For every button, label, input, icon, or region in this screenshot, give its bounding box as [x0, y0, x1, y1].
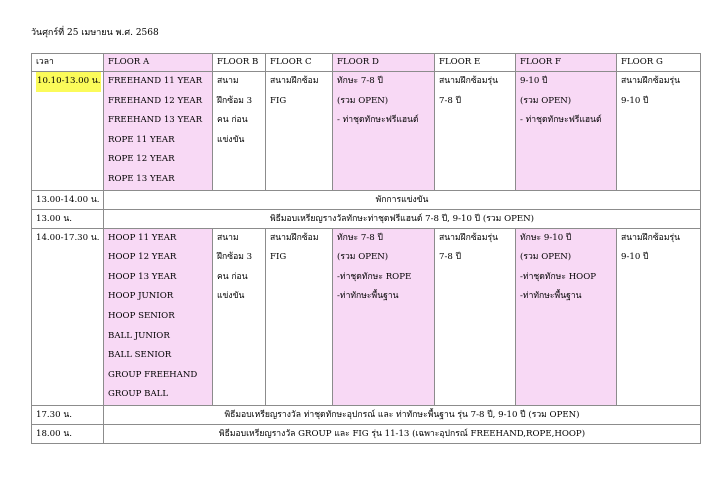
list-item: สนามฝึกซ้อม: [270, 76, 319, 86]
list-item: คน ก่อน: [217, 115, 248, 126]
list-item: แข่งขัน: [217, 291, 245, 302]
list-item: ทักษะ 7-8 ปี: [337, 232, 383, 243]
list-item: -ท่าทักษะพื้นฐาน: [520, 291, 582, 302]
list-item: (รวม OPEN): [337, 95, 389, 106]
list-item: GROUP FREEHAND: [108, 369, 198, 380]
list-item: FIG: [270, 252, 287, 263]
ceremony-row-3: [32, 424, 701, 443]
list-item: (รวม OPEN): [520, 95, 572, 106]
list-item: สนามฝึกซ้อมรุ่น: [621, 232, 680, 243]
list-item: คน ก่อน: [217, 271, 248, 282]
floor-g-cell: [617, 72, 701, 191]
break-row: [32, 190, 701, 209]
list-item: 9-10 ปี: [520, 76, 548, 86]
session-row-morning: [32, 72, 701, 191]
list-item: (รวม OPEN): [520, 252, 572, 263]
time-cell: 18.00 น.: [32, 424, 104, 443]
list-item: ทักษะ 7-8 ปี: [337, 76, 383, 86]
header-floor-a: FLOOR A: [104, 54, 213, 72]
list-item: -ท่าชุดทักษะ HOOP: [520, 271, 597, 282]
list-item: - ท่าชุดทักษะฟรีแฮนด์: [520, 115, 602, 126]
list-item: 9-10 ปี: [621, 252, 649, 263]
floor-e-cell: [435, 72, 516, 191]
list-item: ฝึกซ้อม 3: [217, 252, 253, 263]
time-cell: [32, 72, 104, 191]
list-item: สนามฝึกซ้อมรุ่น: [439, 76, 498, 86]
list-item: สนาม: [217, 232, 239, 243]
list-item: GROUP BALL: [108, 389, 169, 400]
header-floor-b: FLOOR B: [213, 54, 266, 72]
list-item: ROPE 12 YEAR: [108, 154, 175, 165]
list-item: 7-8 ปี: [439, 252, 462, 263]
list-item: - ท่าชุดทักษะฟรีแฮนด์: [337, 115, 419, 126]
ceremony-text: พิธีมอบเหรียญรางวัล ท่าชุดทักษะอุปกรณ์ และ ท่าทักษะพื้นฐาน รุ่น 7-8 ปี, 9-10 ปี (รวม OPEN): [104, 405, 701, 424]
ceremony-text: พิธีมอบเหรียญรางวัล GROUP และ FIG รุ่น 11-13 (เฉพาะอุปกรณ์ FREEHAND,ROPE,HOOP): [104, 424, 701, 443]
header-floor-d: FLOOR D: [333, 54, 435, 72]
list-item: HOOP 12 YEAR: [108, 252, 177, 263]
list-item: สนามฝึกซ้อม: [270, 232, 319, 243]
time-cell: 14.00-17.30 น.: [32, 228, 104, 405]
list-item: สนามฝึกซ้อมรุ่น: [621, 76, 680, 86]
list-item: ฝึกซ้อม 3: [217, 95, 253, 106]
floor-b-cell: [213, 228, 266, 405]
list-item: ROPE 11 YEAR: [108, 134, 175, 145]
floor-f-cell: [516, 228, 617, 405]
time-cell: 17.30 น.: [32, 405, 104, 424]
ceremony-text: พิธีมอบเหรียญรางวัลทักษะท่าชุดฟรีแฮนด์ 7-8 ปี, 9-10 ปี (รวม OPEN): [104, 209, 701, 228]
header-time: เวลา: [32, 54, 104, 72]
floor-d-cell: [333, 72, 435, 191]
list-item: สนาม: [217, 76, 239, 86]
list-item: 9-10 ปี: [621, 95, 649, 106]
floor-c-cell: [266, 228, 333, 405]
document-date: วันศุกร์ที่ 25 เมษายน พ.ศ. 2568: [31, 28, 159, 38]
schedule-table: [31, 53, 701, 444]
break-text: พักการแข่งขัน: [104, 190, 701, 209]
header-floor-f: FLOOR F: [516, 54, 617, 72]
list-item: FREEHAND 12 YEAR: [108, 95, 203, 106]
list-item: BALL SENIOR: [108, 350, 172, 361]
floor-b-cell: [213, 72, 266, 191]
time-cell: 13.00-14.00 น.: [32, 190, 104, 209]
ceremony-row-2: [32, 405, 701, 424]
header-floor-e: FLOOR E: [435, 54, 516, 72]
list-item: HOOP SENIOR: [108, 310, 175, 321]
floor-a-cell: [104, 72, 213, 191]
header-floor-g: FLOOR G: [617, 54, 701, 72]
ceremony-row-1: [32, 209, 701, 228]
floor-g-cell: [617, 228, 701, 405]
list-item: ทักษะ 9-10 ปี: [520, 232, 572, 243]
list-item: FREEHAND 13 YEAR: [108, 115, 203, 126]
floor-f-cell: [516, 72, 617, 191]
session-row-afternoon: [32, 228, 701, 405]
list-item: HOOP 13 YEAR: [108, 271, 177, 282]
floor-c-cell: [266, 72, 333, 191]
time-cell: 13.00 น.: [32, 209, 104, 228]
list-item: (รวม OPEN): [337, 252, 389, 263]
list-item: -ท่าทักษะพื้นฐาน: [337, 291, 399, 302]
header-row: [32, 54, 701, 72]
header-floor-c: FLOOR C: [266, 54, 333, 72]
list-item: FREEHAND 11 YEAR: [108, 76, 203, 86]
list-item: 7-8 ปี: [439, 95, 462, 106]
list-item: -ท่าชุดทักษะ ROPE: [337, 271, 412, 282]
list-item: FIG: [270, 95, 287, 106]
floor-a-cell: [104, 228, 213, 405]
list-item: BALL JUNIOR: [108, 330, 170, 341]
floor-e-cell: [435, 228, 516, 405]
list-item: HOOP JUNIOR: [108, 291, 174, 302]
list-item: ROPE 13 YEAR: [108, 173, 175, 184]
list-item: สนามฝึกซ้อมรุ่น: [439, 232, 498, 243]
list-item: HOOP 11 YEAR: [108, 232, 177, 243]
list-item: แข่งขัน: [217, 134, 245, 145]
floor-d-cell: [333, 228, 435, 405]
time-highlight: 10.10-13.00 น.: [36, 72, 101, 92]
